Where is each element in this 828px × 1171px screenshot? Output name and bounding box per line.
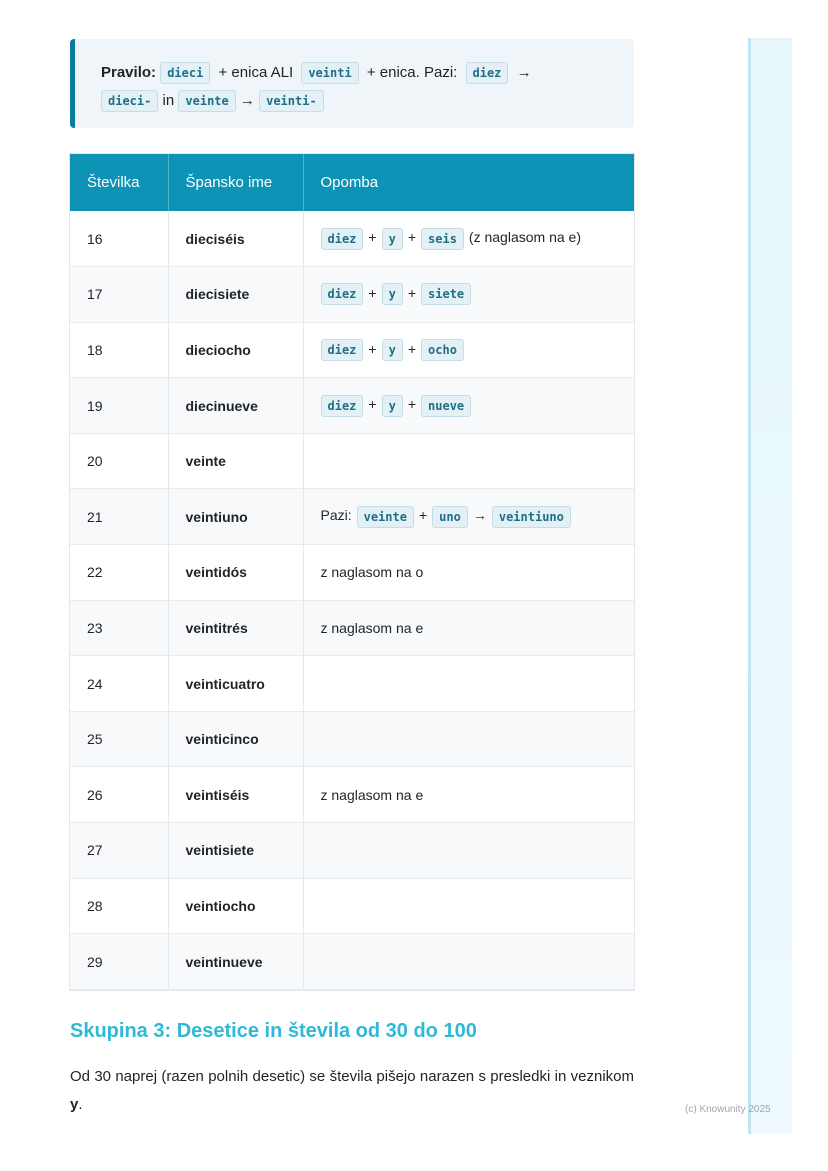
section-heading: Skupina 3: Desetice in števila od 30 do 100 xyxy=(70,1020,477,1042)
code-part: y xyxy=(382,283,403,305)
table-row xyxy=(70,267,634,323)
row-note xyxy=(303,656,634,712)
table-header-row xyxy=(70,154,634,211)
rule-text-1: + enica ALI xyxy=(218,64,294,81)
row-number: 26 xyxy=(70,767,168,823)
row-note xyxy=(303,322,634,378)
table-row xyxy=(70,656,634,712)
plus-sign: + xyxy=(407,285,417,302)
row-note xyxy=(303,378,634,434)
row-number: 21 xyxy=(70,489,168,545)
table-row xyxy=(70,433,634,489)
row-spanish-name: veinticinco xyxy=(168,711,303,767)
row-number: 25 xyxy=(70,711,168,767)
table-row xyxy=(70,378,634,434)
row-spanish-name: veinte xyxy=(168,433,303,489)
row-number: 16 xyxy=(70,211,168,267)
plus-sign: + xyxy=(418,507,428,524)
row-spanish-name: veintidós xyxy=(168,545,303,601)
row-note xyxy=(303,711,634,767)
side-panel xyxy=(748,38,792,1134)
code-part: diez xyxy=(321,228,364,250)
row-spanish-name: veintiséis xyxy=(168,767,303,823)
paragraph-text: Od 30 naprej (razen polnih desetic) se števila pišejo narazen s presledki in veznikom xyxy=(70,1068,634,1085)
code-part: veinte xyxy=(357,506,414,528)
rule-text-3: in xyxy=(162,92,175,109)
rule-label: Pravilo: xyxy=(101,64,157,81)
code-part: y xyxy=(382,228,403,250)
row-note xyxy=(303,767,634,823)
plus-sign: + xyxy=(407,229,417,246)
row-note xyxy=(303,600,634,656)
note-prefix: Pazi: xyxy=(320,507,352,524)
code-diez: diez xyxy=(466,62,509,84)
row-spanish-name: veintinueve xyxy=(168,934,303,990)
code-part: veintiuno xyxy=(492,506,571,528)
row-note xyxy=(303,545,634,601)
code-part: ocho xyxy=(421,339,464,361)
row-spanish-name: veintiuno xyxy=(168,489,303,545)
row-number: 27 xyxy=(70,823,168,879)
row-spanish-name: veintiocho xyxy=(168,878,303,934)
row-note xyxy=(303,267,634,323)
arrow-icon: → xyxy=(516,64,532,81)
row-number: 29 xyxy=(70,934,168,990)
note-text: z naglasom na e xyxy=(320,786,424,803)
plus-sign: + xyxy=(368,285,377,302)
plus-sign: + xyxy=(407,396,417,413)
note-text: z naglasom na e xyxy=(320,619,424,636)
rule-text-2: + enica. Pazi: xyxy=(366,64,458,81)
row-spanish-name: veintisiete xyxy=(168,823,303,879)
code-part: y xyxy=(382,339,403,361)
row-number: 24 xyxy=(70,656,168,712)
table-row xyxy=(70,545,634,601)
row-number: 17 xyxy=(70,267,168,323)
table-row xyxy=(70,600,634,656)
code-part: nueve xyxy=(421,395,471,417)
row-number: 20 xyxy=(70,433,168,489)
table-row xyxy=(70,767,634,823)
code-veinti: veinti xyxy=(301,62,358,84)
row-number: 23 xyxy=(70,600,168,656)
row-note xyxy=(303,433,634,489)
plus-sign: + xyxy=(407,340,417,357)
code-part: uno xyxy=(432,506,468,528)
row-spanish-name: veintitrés xyxy=(168,600,303,656)
table-row xyxy=(70,878,634,934)
arrow-icon: → xyxy=(472,507,487,524)
table-row xyxy=(70,823,634,879)
code-part: diez xyxy=(321,395,364,417)
note-text: z naglasom na o xyxy=(320,564,424,581)
code-part: seis xyxy=(421,228,464,250)
table-row xyxy=(70,489,634,545)
header-spanish-name: Špansko ime xyxy=(168,154,303,211)
code-part: y xyxy=(382,395,403,417)
row-number: 28 xyxy=(70,878,168,934)
header-note: Opomba xyxy=(320,174,379,191)
rule-callout xyxy=(70,39,634,128)
code-part: diez xyxy=(321,339,364,361)
row-note xyxy=(303,934,634,990)
code-part: diez xyxy=(321,283,364,305)
row-number: 19 xyxy=(70,378,168,434)
row-spanish-name: veinticuatro xyxy=(168,656,303,712)
row-note xyxy=(303,489,634,545)
table-row xyxy=(70,934,634,990)
row-number: 22 xyxy=(70,545,168,601)
code-dieci: dieci xyxy=(160,62,210,84)
row-spanish-name: diecinueve xyxy=(168,378,303,434)
header-number: Številka xyxy=(70,154,168,211)
row-number: 18 xyxy=(70,322,168,378)
table-row xyxy=(70,211,634,267)
code-veinti-prefix: veinti- xyxy=(259,90,324,112)
numbers-table xyxy=(70,154,634,990)
paragraph-bold: y xyxy=(70,1096,79,1113)
code-dieci-prefix: dieci- xyxy=(101,90,158,112)
code-veinte: veinte xyxy=(178,90,235,112)
row-note xyxy=(303,878,634,934)
row-spanish-name: dieciocho xyxy=(168,322,303,378)
copyright-footer: (c) Knowunity 2025 xyxy=(685,1104,771,1115)
plus-sign: + xyxy=(368,396,377,413)
section-paragraph xyxy=(70,1063,634,1119)
plus-sign: + xyxy=(368,229,377,246)
paragraph-end: . xyxy=(78,1096,83,1113)
code-part: siete xyxy=(421,283,471,305)
table-row xyxy=(70,711,634,767)
note-text: (z naglasom na e) xyxy=(468,229,581,246)
row-note xyxy=(303,823,634,879)
arrow-icon: → xyxy=(239,92,255,109)
table-row xyxy=(70,322,634,378)
row-spanish-name: diecisiete xyxy=(168,267,303,323)
row-spanish-name: dieciséis xyxy=(168,211,303,267)
plus-sign: + xyxy=(368,340,377,357)
row-note xyxy=(303,211,634,267)
